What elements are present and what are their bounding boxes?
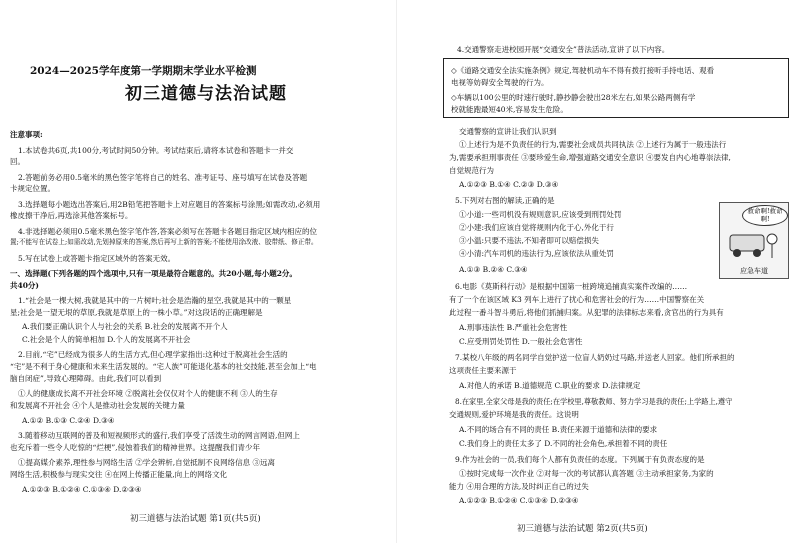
section-heading-2: 共40分): [10, 281, 39, 290]
q4-choice: ①上述行为是不负责任的行为,需要社会成员共同执法 ②上述行为属于一般违法行: [459, 140, 727, 149]
q1-option: A.我们要正确认识个人与社会的关系 B.社会的发展离不开个人: [22, 322, 228, 331]
q8-option: C.我们身上的责任太多了 D.不同的社会角色,承担着不同的责任: [459, 439, 668, 448]
q6-line: 有了一个在该区域 K3 列车上进行了扰心和危害社会的行为……中国警察在关: [449, 295, 705, 304]
q2-choice: 和发展离不开社会 ④个人是推动社会发展的关键力量: [10, 401, 185, 410]
q4-choice: 自觉规范行为: [449, 166, 494, 175]
q1-line: 1.“社会是一棵大树,我就是其中的一片树叶;社会是浩瀚的星空,我就是其中的一颗星: [18, 296, 292, 305]
q3-choice: ①提高媒介素养,理性参与网络生活 ②学会辨析,自觉抵制不良网络信息 ③远离: [18, 458, 276, 467]
q3-choice: 网络生活,积极参与现实交往 ④在网上传播正能量,向上的网络文化: [10, 470, 228, 479]
q5-choice: ③小温:只要不违法,不知者即可以赔偿损失: [459, 236, 599, 245]
traffic-cartoon-illustration: [719, 202, 789, 279]
notice-line: 橡皮擦干净后,再选涂其他答案标号。: [10, 211, 133, 220]
notice-line: 卡规定位置。: [10, 184, 55, 193]
q4-answer: A.①②③ B.①④ C.②③ D.③④: [459, 180, 559, 189]
box-line: ◇《道路交通安全法实施条例》规定,驾驶机动车不得有拨打接听手持电话、观看: [451, 66, 715, 75]
q5-choice: ④小清:汽车司机的违法行为,应该依法从重处罚: [459, 249, 614, 258]
q1-line: 星;社会是一望无垠的草原,我就是草原上的一株小草。”对这段话的正确理解是: [10, 308, 263, 317]
q9-choice: ①按时完成每一次作业 ②对每一次的考试都认真答题 ③主动承担家务,为家的: [459, 469, 714, 478]
q7-line: 这项责任主要来源于: [449, 366, 517, 375]
box-line: 电视等妨碍安全驾驶的行为。: [451, 78, 549, 87]
q2-answer: A.①② B.①③ C.②④ D.③④: [22, 416, 115, 425]
q8-line: 交通规则,爱护环境是我的责任。这说明: [449, 410, 579, 419]
exam-title: 2024—2025学年度第一学期期末学业水平检测: [30, 65, 257, 77]
page-footer: 初三道德与法治试题 第1页(共5页): [130, 514, 261, 524]
subject-title: 初三道德与法治试题: [125, 84, 287, 104]
q2-choice: ①人的健康成长离不开社会环境 ②脱离社会仅仅对个人的健康不利 ③人的生存: [18, 389, 278, 398]
right-page: [397, 0, 794, 543]
q7-line: 7.某校八年级的两名同学自觉护送一位盲人奶奶过马路,并送老人回家。他们所承担的: [455, 353, 735, 362]
illustration-caption: 应急车道: [740, 267, 768, 275]
q2-line: 脑自闭症”,导致心理障碍。由此,我们可以看到: [10, 374, 162, 383]
q2-line: “宅”是不利于身心健康和未来生活发展的。“宅人族”可能退化基本的社交技能,甚至会加上“电: [10, 362, 317, 371]
notice-line: 5.写在试卷上或答题卡指定区域外的答案无效。: [18, 254, 176, 263]
q4-lead: 交通警察的宣讲让我们认识到: [459, 127, 557, 136]
q7-answer: A.对他人的承诺 B.道德规范 C.职业的要求 D.法律规定: [459, 381, 641, 390]
q5-answer: A.①③ B.②④ C.③④: [459, 265, 528, 274]
q6-line: 6.电影《莫斯科行动》是根据中国第一桩跨境追捕真实案件改编的……: [455, 282, 688, 291]
speech-bubble: 救命啊!救命啊!: [742, 205, 788, 226]
q5-choice: ②小建:我们应该自觉将规则内化于心,外化于行: [459, 223, 614, 232]
q6-option: C.应受刑罚处罚性 D.一般社会危害性: [459, 337, 583, 346]
notice-line: 置;不能写在试卷上;如需改动,先划掉原来的答案,然后再写上新的答案;不能使用涂改液、胶带纸、修正带。: [10, 238, 318, 246]
q5-lead: 5.下列对右图的解读,正确的是: [455, 196, 555, 205]
notice-line: 3.选择题每小题选出答案后,用2B铅笔把答题卡上对应题目的答案标号涂黑;如需改动,必须用: [18, 200, 321, 209]
notice-line: 回。: [10, 157, 25, 166]
q6-line: 此过程一番斗智斗勇后,将他们抓捕归案。从犯罪的法律标志来看,贪官出的行为具有: [449, 308, 724, 317]
page-footer: 初三道德与法治试题 第2页(共5页): [517, 524, 648, 534]
q9-line: 9.作为社会的一员,我们每个人都有负责任的态度。下列属于有负责态度的是: [455, 455, 705, 464]
section-heading: 一、选择题(下列各题的四个选项中,只有一项是最符合题意的。共20小题,每小题2分。: [10, 269, 297, 278]
q3-answer: A.①②③ B.①②④ C.①③④ D.②③④: [22, 485, 142, 494]
q3-line: 也充斥着一些令人吃惊的“烂梗”,侵蚀着我们的精神世界。这提醒我们青少年: [10, 443, 261, 452]
q3-line: 3.随着移动互联网的普及和短视频形式的盛行,我们享受了活泼生动的网言网语,但网上: [18, 431, 300, 440]
box-line: ◇车辆以100公里的时速行驶时,静抄静会驶出28米左右,如果公路两侧有学: [451, 93, 696, 102]
q2-line: 2.目前,“宅”已经成为很多人的生活方式,但心理学家指出:这种过于脱离社会生活的: [18, 350, 288, 359]
notice-line: 1.本试卷共6页,共100分,考试时间50分钟。考试结束后,请将本试卷和答题卡一并交: [18, 146, 294, 155]
q1-option: C.社会是个人的简单相加 D.个人的发展离不开社会: [22, 335, 191, 344]
q4-intro: 4.交通警察走进校园开展“交通安全”普法活动,宣讲了以下内容。: [457, 45, 670, 54]
q8-option: A.不同的场合有不同的责任 B.责任来源于道德和法律的要求: [459, 425, 658, 434]
q5-choice: ①小道:一些司机没有规则意识,应该受到刑罚处罚: [459, 210, 622, 219]
q6-option: A.刑事违法性 B.严重社会危害性: [459, 323, 568, 332]
q8-line: 8.在家里,全家父母是我的责任;在学校里,尊敬教师、努力学习是我的责任;上学路上,遵守: [455, 397, 733, 406]
q9-choice: 能力 ④用合理的方法,及时纠正自己的过失: [449, 482, 589, 491]
q9-answer: A.①②③ B.①②④ C.①③④ D.②③④: [459, 496, 579, 505]
notice-line: 2.答题前务必用0.5毫米的黑色签字笔将自己的姓名、准考证号、座号填写在试卷及答题: [18, 173, 308, 182]
notice-line: 4.非选择题必须用0.5毫米黑色签字笔作答,答案必须写在答题卡各题目指定区域内相应的位: [18, 227, 317, 236]
q4-choice: 为,需要承担刑事责任 ③要珍爱生命,增强道路交通安全意识 ④要发自内心地尊崇法律,: [449, 153, 731, 162]
box-line: 校就能跑最短40米,容易发生危险。: [451, 105, 568, 114]
notice-heading: 注意事项:: [10, 130, 43, 139]
